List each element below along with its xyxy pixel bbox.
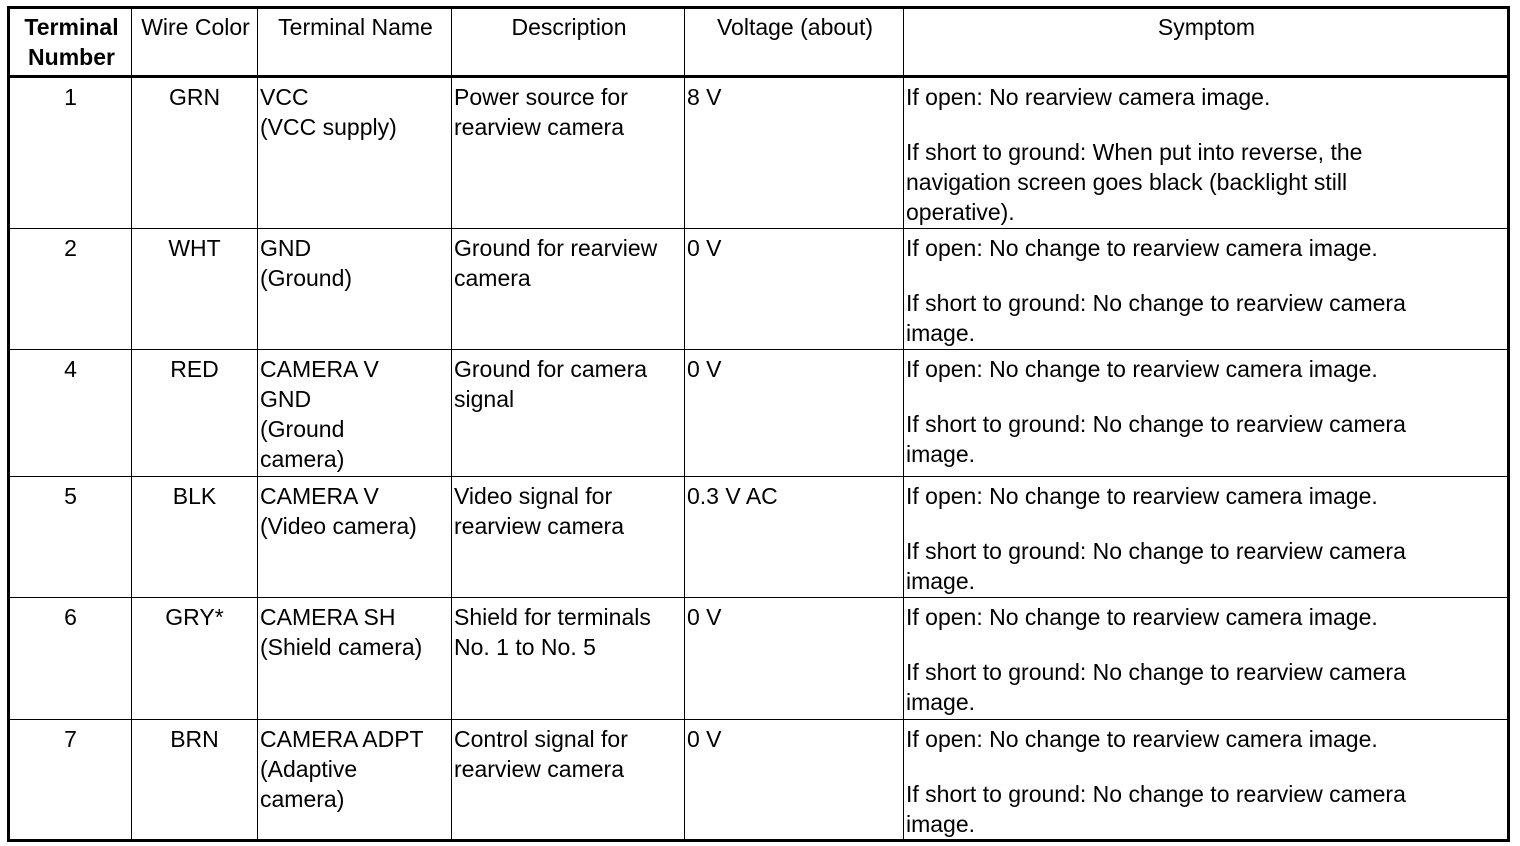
symptom-cell — [904, 350, 1509, 477]
terminal-name-cell: CAMERA V (Video camera) — [258, 477, 452, 598]
description-cell: Ground for camera signal — [452, 350, 685, 477]
header-terminal-number: Terminal Number — [9, 8, 132, 77]
symptom-cell — [904, 77, 1509, 229]
symptom-short: If short to ground: No change to rearview camera image. — [906, 659, 1406, 715]
wire-color-cell: GRN — [132, 77, 258, 229]
voltage-cell: 0 V — [685, 720, 904, 841]
voltage-cell: 0 V — [685, 350, 904, 477]
description-cell: Ground for rearview camera — [452, 229, 685, 350]
terminal-name-cell: GND (Ground) — [258, 229, 452, 350]
wire-color-cell: BRN — [132, 720, 258, 841]
terminal-name-cell: VCC (VCC supply) — [258, 77, 452, 229]
symptom-cell — [904, 720, 1509, 841]
symptom-open: If open: No change to rearview camera image. — [906, 604, 1378, 630]
symptom-short: If short to ground: No change to rearview camera image. — [906, 290, 1406, 346]
header-wire-color: Wire Color — [132, 8, 258, 77]
table-row — [9, 720, 1509, 841]
wire-color-cell: GRY* — [132, 598, 258, 720]
voltage-cell: 0 V — [685, 598, 904, 720]
symptom-open: If open: No change to rearview camera image. — [906, 356, 1378, 382]
header-description: Description — [452, 8, 685, 77]
symptom-short: If short to ground: No change to rearview camera image. — [906, 781, 1406, 837]
symptom-open: If open: No change to rearview camera image. — [906, 483, 1378, 509]
symptom-cell — [904, 477, 1509, 598]
table-row — [9, 229, 1509, 350]
terminal-number-cell: 7 — [9, 720, 132, 841]
terminal-number-cell: 6 — [9, 598, 132, 720]
terminal-number-cell: 4 — [9, 350, 132, 477]
symptom-cell — [904, 229, 1509, 350]
description-cell: Video signal for rearview camera — [452, 477, 685, 598]
description-cell: Control signal for rearview camera — [452, 720, 685, 841]
wire-color-cell: BLK — [132, 477, 258, 598]
voltage-cell: 8 V — [685, 77, 904, 229]
voltage-cell: 0.3 V AC — [685, 477, 904, 598]
header-terminal-name: Terminal Name — [258, 8, 452, 77]
description-cell: Shield for terminals No. 1 to No. 5 — [452, 598, 685, 720]
terminal-number-cell: 5 — [9, 477, 132, 598]
table-row — [9, 350, 1509, 477]
description-cell: Power source for rearview camera — [452, 77, 685, 229]
wire-color-cell: RED — [132, 350, 258, 477]
symptom-short: If short to ground: No change to rearview camera image. — [906, 411, 1406, 467]
symptom-open: If open: No rearview camera image. — [906, 84, 1271, 110]
terminal-name-cell: CAMERA V GND (Ground camera) — [258, 350, 452, 477]
header-voltage: Voltage (about) — [685, 8, 904, 77]
terminal-number-cell: 1 — [9, 77, 132, 229]
terminal-name-cell: CAMERA SH (Shield camera) — [258, 598, 452, 720]
header-symptom: Symptom — [904, 8, 1509, 77]
header-row — [9, 8, 1509, 77]
table-row — [9, 477, 1509, 598]
symptom-short: If short to ground: When put into reverse, the navigation screen goes black (backlight still operative). — [906, 139, 1363, 225]
symptom-short: If short to ground: No change to rearview camera image. — [906, 538, 1406, 594]
symptom-cell — [904, 598, 1509, 720]
table-row — [9, 77, 1509, 229]
table-row — [9, 598, 1509, 720]
terminal-table — [7, 6, 1510, 842]
symptom-open: If open: No change to rearview camera image. — [906, 235, 1378, 261]
voltage-cell: 0 V — [685, 229, 904, 350]
symptom-open: If open: No change to rearview camera image. — [906, 726, 1378, 752]
wire-color-cell: WHT — [132, 229, 258, 350]
terminal-name-cell: CAMERA ADPT (Adaptive camera) — [258, 720, 452, 841]
terminal-number-cell: 2 — [9, 229, 132, 350]
